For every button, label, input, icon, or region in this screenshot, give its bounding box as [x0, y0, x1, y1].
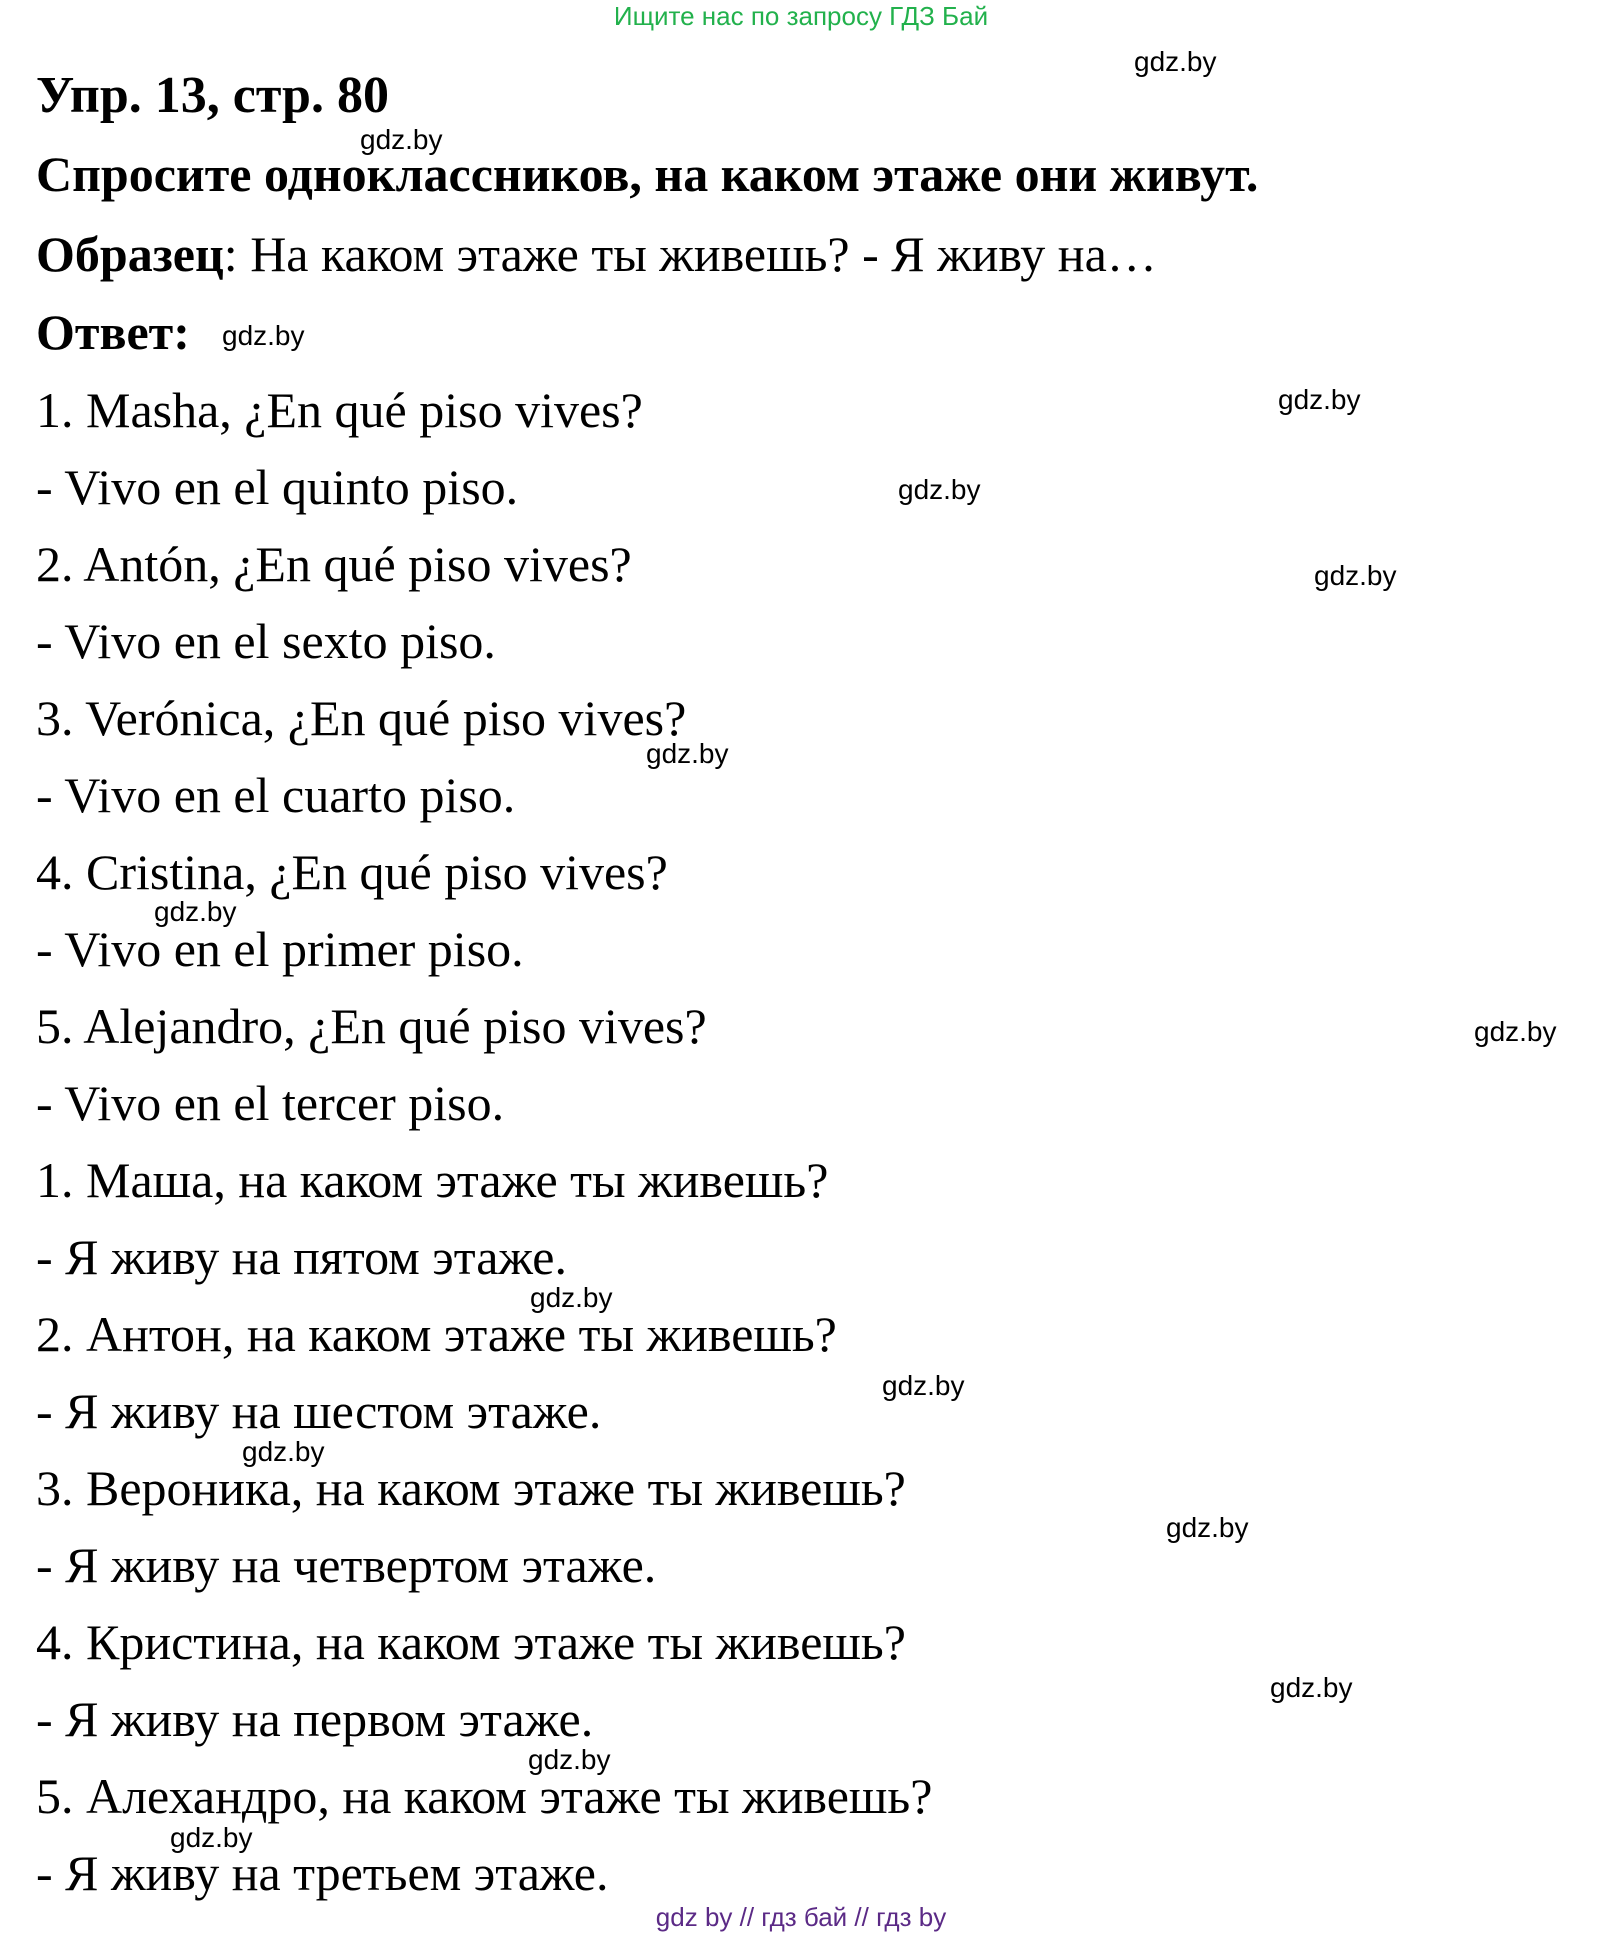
- watermark: gdz.by: [242, 1436, 325, 1467]
- answer-line: - Vivo en el cuarto piso.: [36, 767, 516, 823]
- watermark: gdz.by: [1278, 384, 1361, 415]
- watermark: gdz.by: [1270, 1672, 1353, 1703]
- answer-label: Ответ:: [36, 304, 190, 360]
- answer-line: - Я живу на шестом этаже.: [36, 1383, 602, 1439]
- answer-line: 3. Verónica, ¿En qué piso vives?: [36, 690, 687, 746]
- watermark: gdz.by: [1166, 1512, 1249, 1543]
- exercise-sample: [36, 222, 1157, 286]
- answer-line: - Vivo en el tercer piso.: [36, 1075, 505, 1131]
- watermark: gdz.by: [882, 1370, 965, 1401]
- watermark: gdz.by: [154, 896, 237, 927]
- sample-text: : На каком этаже ты живешь? - Я живу на…: [223, 226, 1157, 282]
- answer-line: - Я живу на первом этаже.: [36, 1691, 594, 1747]
- answer-line: - Vivo en el sexto piso.: [36, 613, 496, 669]
- answer-line: 2. Антон, на каком этаже ты живешь?: [36, 1306, 837, 1362]
- header-search-hint[interactable]: Ищите нас по запросу ГДЗ Бай: [613, 1, 989, 31]
- answer-line: - Я живу на четвертом этаже.: [36, 1537, 657, 1593]
- watermark: gdz.by: [1314, 560, 1397, 591]
- watermark: gdz.by: [646, 738, 729, 769]
- watermark: gdz.by: [898, 474, 981, 505]
- watermark: gdz.by: [170, 1822, 253, 1853]
- answer-line: 4. Cristina, ¿En qué piso vives?: [36, 844, 668, 900]
- answer-line: 2. Antón, ¿En qué piso vives?: [36, 536, 632, 592]
- answer-line: 1. Masha, ¿En qué piso vives?: [36, 382, 643, 438]
- exercise-title: Упр. 13, стр. 80: [36, 67, 389, 124]
- watermark: gdz.by: [222, 320, 305, 351]
- exercise-task: Спросите одноклассников, на каком этаже они живут.: [36, 146, 1259, 202]
- watermark: gdz.by: [530, 1282, 613, 1313]
- answer-line: 3. Вероника, на каком этаже ты живешь?: [36, 1460, 906, 1516]
- answer-line: - Я живу на третьем этаже.: [36, 1845, 609, 1901]
- watermark: gdz.by: [528, 1744, 611, 1775]
- answer-line: 4. Кристина, на каком этаже ты живешь?: [36, 1614, 906, 1670]
- answer-line: - Vivo en el quinto piso.: [36, 459, 519, 515]
- watermark: gdz.by: [1134, 46, 1217, 77]
- watermark: gdz.by: [1474, 1016, 1557, 1047]
- answer-line: 5. Alejandro, ¿En qué piso vives?: [36, 998, 707, 1054]
- answer-line: 5. Алехандро, на каком этаже ты живешь?: [36, 1768, 933, 1824]
- watermark: gdz.by: [360, 124, 443, 155]
- sample-label: Образец: [36, 226, 224, 282]
- footer-links[interactable]: gdz by // гдз бай // гдз by: [655, 1902, 947, 1932]
- answer-line: - Vivo en el primer piso.: [36, 921, 524, 977]
- answer-line: - Я живу на пятом этаже.: [36, 1229, 567, 1285]
- answer-line: 1. Маша, на каком этаже ты живешь?: [36, 1152, 829, 1208]
